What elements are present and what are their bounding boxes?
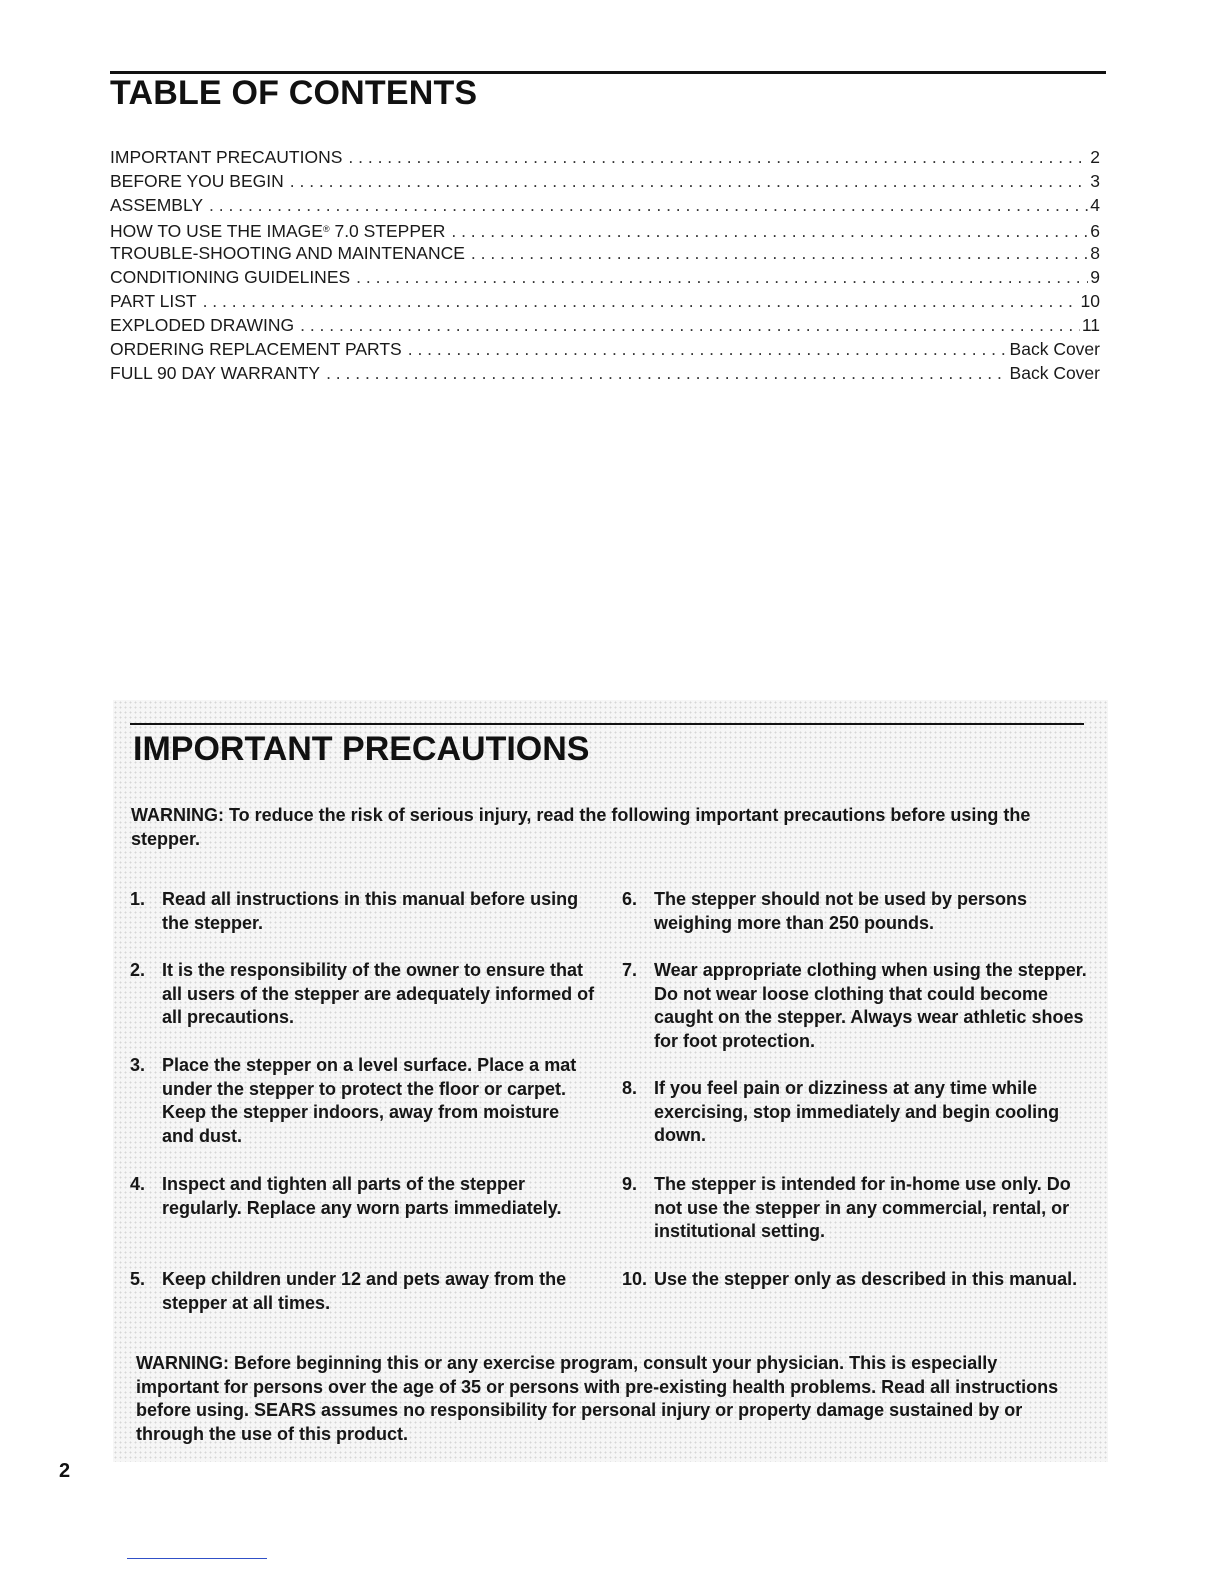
precaution-text: The stepper is intended for in-home use only. Do not use the stepper in any commercial, rental, or institutional setting. bbox=[654, 1174, 1071, 1241]
precaution-item bbox=[130, 1173, 595, 1220]
toc-entry bbox=[110, 241, 1100, 265]
toc-entry-page: Back Cover bbox=[1009, 363, 1100, 383]
toc-leader-dots bbox=[203, 289, 1079, 313]
toc-entry-title: CONDITIONING GUIDELINES bbox=[110, 267, 351, 287]
precaution-item bbox=[130, 1268, 595, 1315]
precaution-number: 7. bbox=[622, 960, 638, 980]
precaution-item bbox=[622, 888, 1092, 935]
footer-line bbox=[127, 1558, 267, 1559]
precaution-number: 10. bbox=[622, 1269, 648, 1289]
toc-entry-page: 9 bbox=[1090, 267, 1100, 287]
toc-list bbox=[110, 145, 1100, 385]
toc-entry bbox=[110, 265, 1100, 289]
precaution-number: 2. bbox=[130, 960, 146, 980]
precaution-number: 8. bbox=[622, 1078, 638, 1098]
toc-entry bbox=[110, 193, 1100, 217]
toc-entry bbox=[110, 313, 1100, 337]
toc-entry bbox=[110, 337, 1100, 361]
precaution-text: Use the stepper only as described in this manual. bbox=[654, 1269, 1078, 1289]
toc-entry-page: 11 bbox=[1081, 315, 1100, 335]
precaution-text: Keep children under 12 and pets away from the stepper at all times. bbox=[162, 1269, 567, 1313]
toc-entry bbox=[110, 361, 1100, 385]
toc-entry-title: FULL 90 DAY WARRANTY bbox=[110, 363, 321, 383]
toc-entry bbox=[110, 145, 1100, 169]
precaution-text: The stepper should not be used by persons weighing more than 250 pounds. bbox=[654, 889, 1028, 933]
toc-leader-dots bbox=[451, 219, 1088, 243]
toc-entry-page: 10 bbox=[1080, 291, 1100, 311]
precautions-rule bbox=[130, 723, 1084, 725]
toc-entry-page: 2 bbox=[1090, 147, 1100, 167]
precaution-text: Wear appropriate clothing when using the stepper. Do not wear loose clothing that could become caught on the stepper. Always wear athletic shoes for foot protection. bbox=[654, 960, 1087, 1051]
toc-title: TABLE OF CONTENTS bbox=[110, 74, 478, 112]
toc-entry-page: 3 bbox=[1090, 171, 1100, 191]
precaution-text: It is the responsibility of the owner to ensure that all users of the stepper are adequately informed of all precautions. bbox=[162, 960, 595, 1027]
precaution-item bbox=[130, 888, 595, 935]
toc-entry-page: 4 bbox=[1090, 195, 1100, 215]
precaution-item bbox=[622, 1173, 1092, 1244]
precaution-number: 4. bbox=[130, 1174, 146, 1194]
toc-leader-dots bbox=[408, 337, 1008, 361]
toc-leader-dots bbox=[290, 169, 1089, 193]
precaution-item bbox=[130, 1054, 595, 1148]
toc-entry-page: Back Cover bbox=[1009, 339, 1100, 359]
page-number: 2 bbox=[59, 1460, 71, 1482]
precaution-text: If you feel pain or dizziness at any time while exercising, stop immediately and begin cooling down. bbox=[654, 1078, 1060, 1145]
precautions-title: IMPORTANT PRECAUTIONS bbox=[133, 730, 590, 768]
toc-entry bbox=[110, 169, 1100, 193]
precaution-number: 5. bbox=[130, 1269, 146, 1289]
toc-entry-page: 8 bbox=[1090, 243, 1100, 263]
toc-entry-title: IMPORTANT PRECAUTIONS bbox=[110, 147, 343, 167]
precaution-item bbox=[622, 1268, 1092, 1292]
registered-mark: ® bbox=[322, 224, 330, 234]
toc-entry-title-pre: HOW TO USE THE IMAGE bbox=[110, 221, 323, 241]
precaution-item bbox=[622, 1077, 1092, 1148]
precaution-number: 1. bbox=[130, 889, 146, 909]
toc-leader-dots bbox=[300, 313, 1080, 337]
toc-entry-title: ASSEMBLY bbox=[110, 195, 204, 215]
toc-entry-title: TROUBLE-SHOOTING AND MAINTENANCE bbox=[110, 243, 465, 263]
warning-top: WARNING: To reduce the risk of serious injury, read the following important precautions before using the stepper. bbox=[131, 805, 1031, 849]
toc-entry-title: EXPLODED DRAWING bbox=[110, 315, 295, 335]
toc-leader-dots bbox=[209, 193, 1088, 217]
toc-entry-title-post: 7.0 STEPPER bbox=[329, 221, 446, 241]
toc-entry-title bbox=[110, 217, 451, 243]
toc-leader-dots bbox=[471, 241, 1088, 265]
toc-entry bbox=[110, 217, 1100, 241]
toc-entry bbox=[110, 289, 1100, 313]
precaution-number: 9. bbox=[622, 1174, 638, 1194]
toc-leader-dots bbox=[356, 265, 1088, 289]
warning-bottom: WARNING: Before beginning this or any exercise program, consult your physician. This is especially important for persons over the age of 35 or persons with pre-existing health problems. Read all instructions before using. SEARS assumes no responsibility for personal injury or property damage sustained by or through the use of this product. bbox=[136, 1353, 1059, 1444]
precaution-number: 3. bbox=[130, 1055, 146, 1075]
toc-entry-title: PART LIST bbox=[110, 291, 197, 311]
precaution-number: 6. bbox=[622, 889, 638, 909]
toc-leader-dots bbox=[326, 361, 1007, 385]
precaution-text: Inspect and tighten all parts of the stepper regularly. Replace any worn parts immediately. bbox=[162, 1174, 562, 1218]
toc-entry-page: 6 bbox=[1090, 221, 1100, 241]
toc-entry-title: BEFORE YOU BEGIN bbox=[110, 171, 284, 191]
precaution-text: Place the stepper on a level surface. Place a mat under the stepper to protect the floor or carpet. Keep the stepper indoors, away from moisture and dust. bbox=[162, 1055, 577, 1146]
precaution-item bbox=[622, 959, 1092, 1053]
toc-leader-dots bbox=[348, 145, 1088, 169]
precaution-item bbox=[130, 959, 595, 1030]
toc-entry-title: ORDERING REPLACEMENT PARTS bbox=[110, 339, 402, 359]
precaution-text: Read all instructions in this manual before using the stepper. bbox=[162, 889, 579, 933]
